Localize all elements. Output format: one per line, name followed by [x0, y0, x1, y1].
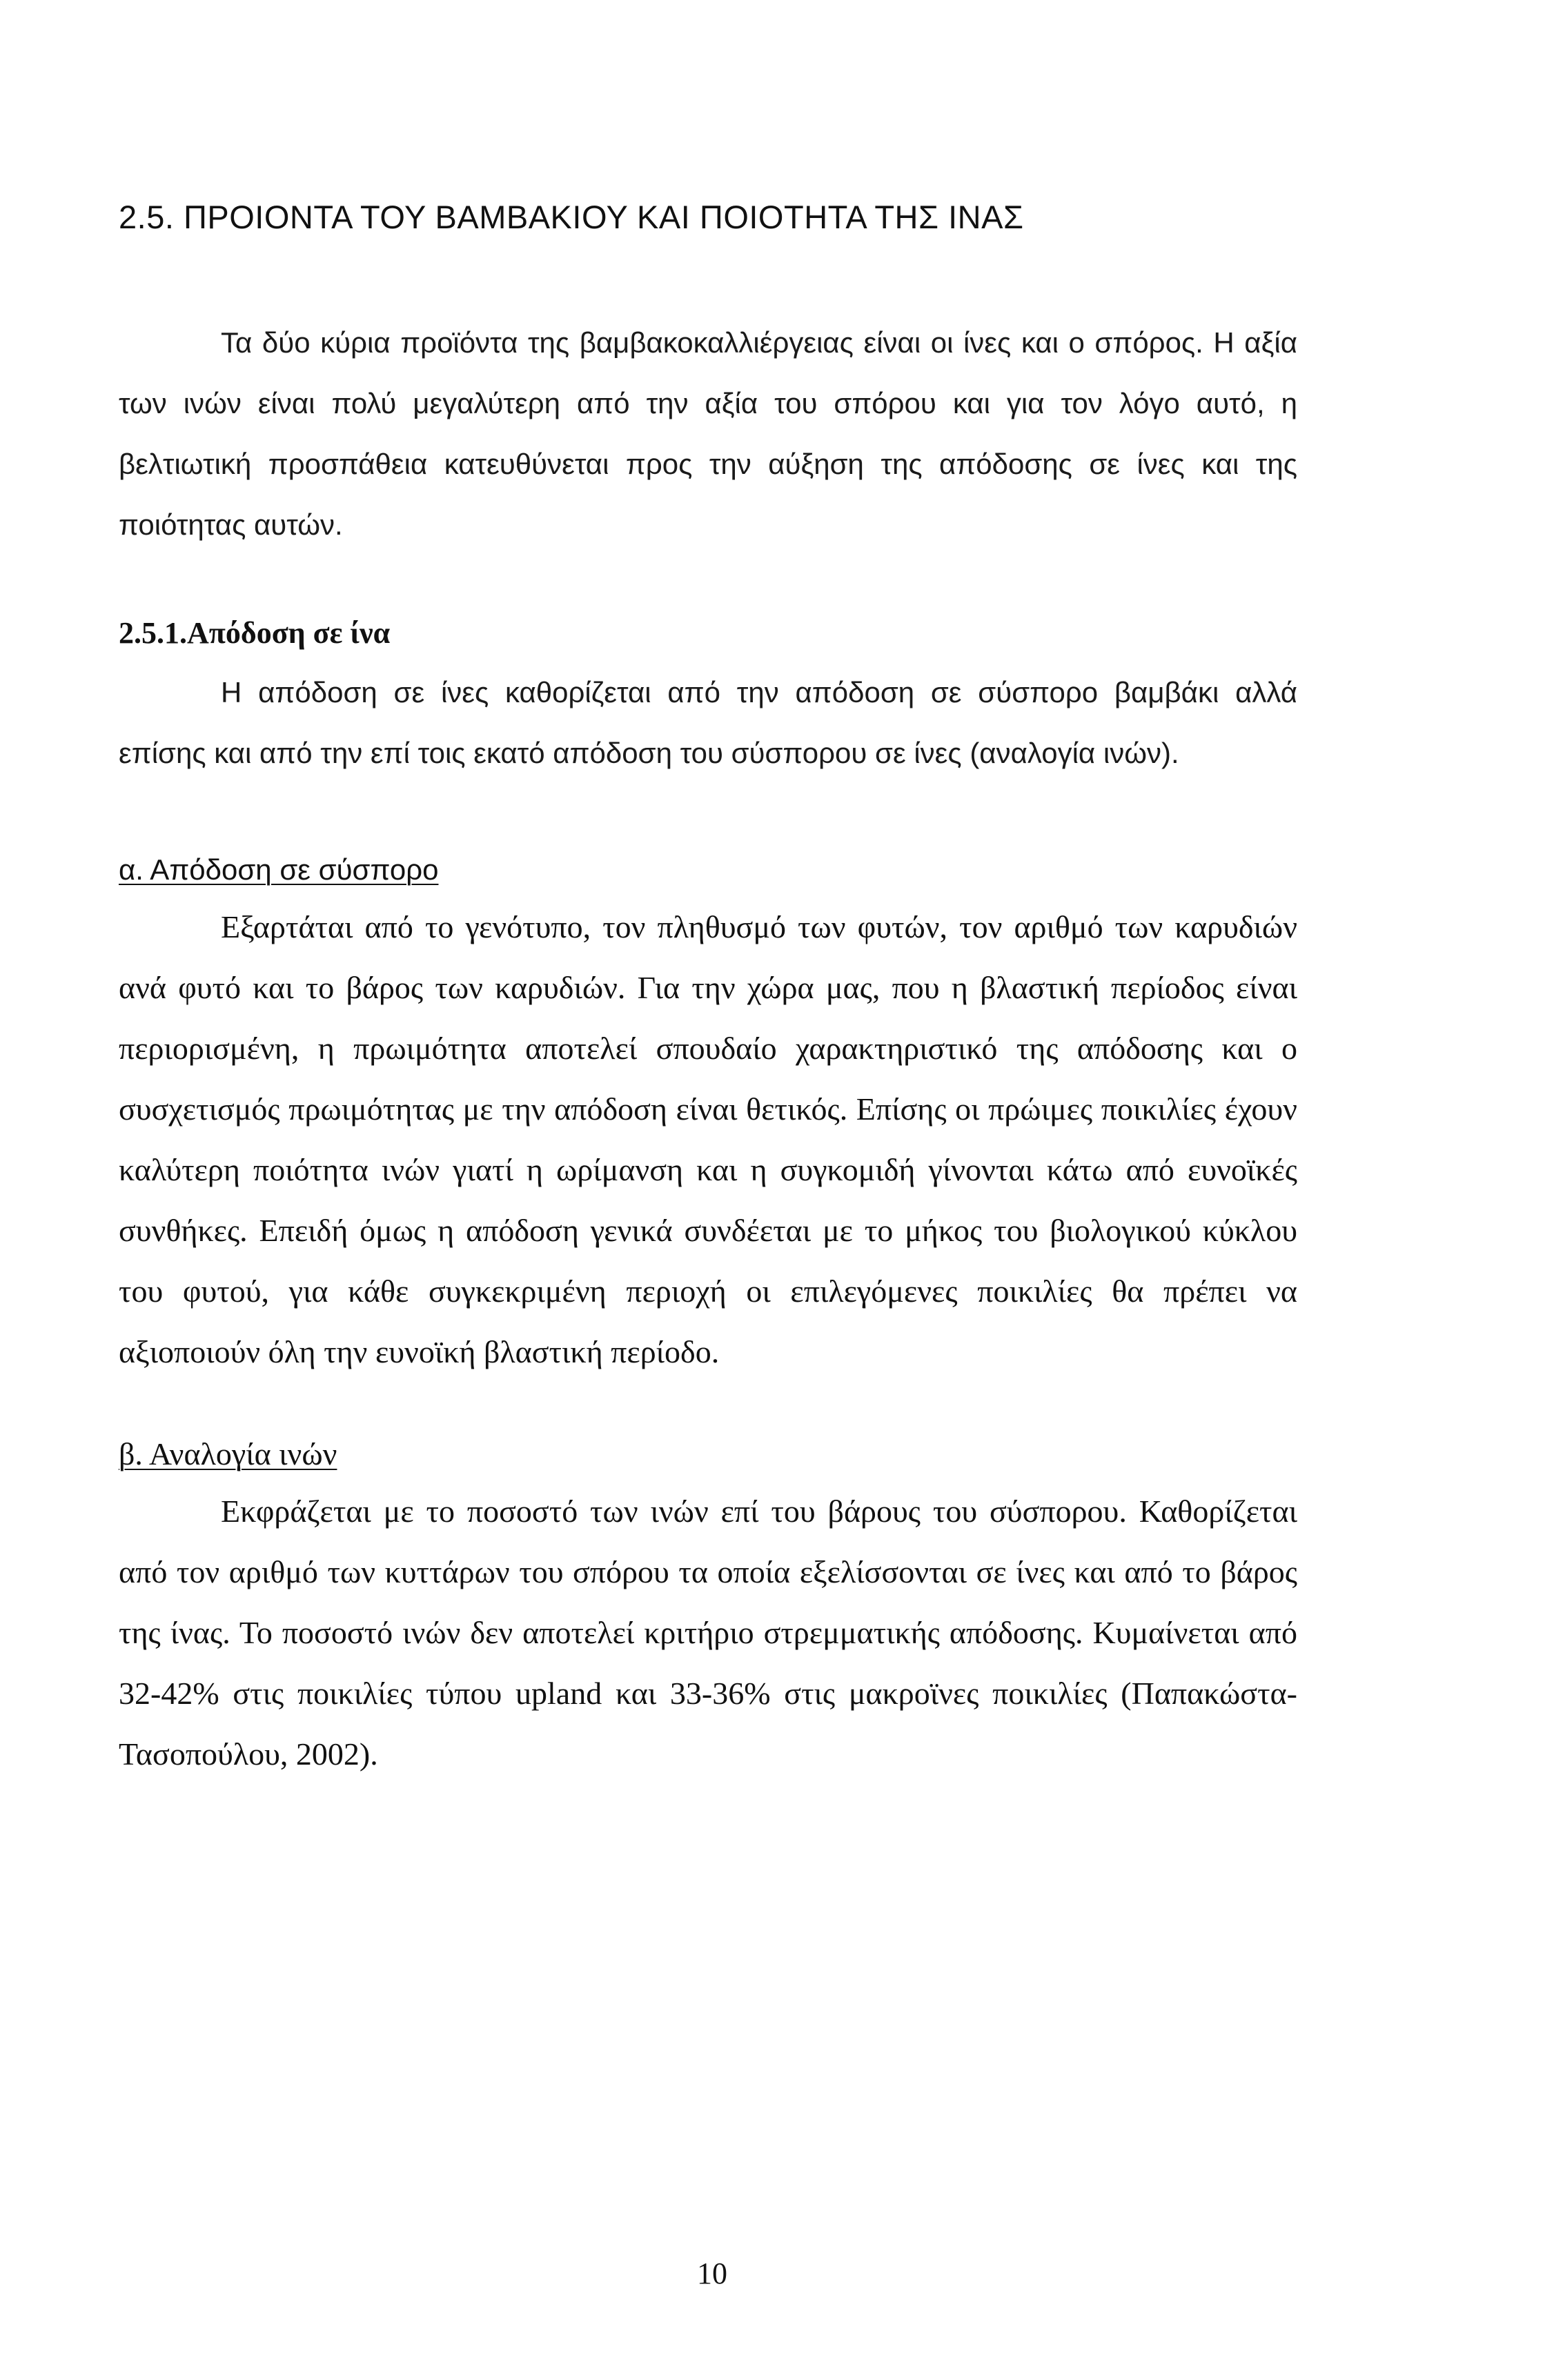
item-a-title: α. Απόδοση σε σύσπορο	[119, 853, 439, 886]
item-a-paragraph: Εξαρτάται από το γενότυπο, τον πληθυσμό των φυτών, τον αριθμό των καρυδιών ανά φυτό και το βάρος των καρυδιών. Για την χώρα μας, που η βλαστική περίοδος είναι περιορισμένη, η πρωιμότητα αποτελεί σπουδαίο χαρακτηριστικό της απόδοσης και ο συσχετισμός πρωιμότητας με την απόδοση είναι θετικός. Επίσης οι πρώιμες ποικιλίες έχουν καλύτερη ποιότητα ινών γιατί η ωρίμανση και η συγκομιδή γίνονται κάτω από ευνοϊκές συνθήκες. Επειδή όμως η απόδοση γενικά συνδέεται με το μήκος του βιολογικού κύκλου του φυτού, για κάθε συγκεκριμένη περιοχή οι επιλεγόμενες ποικιλίες θα πρέπει να αξιοποιούν όλη την ευνοϊκή βλαστική περίοδο.	[119, 909, 1297, 1369]
section-title: 2.5. ΠΡΟΙΟΝΤΑ ΤΟΥ ΒΑΜΒΑΚΙΟΥ ΚΑΙ ΠΟΙΟΤΗΤΑ ΤΗΣ ΙΝΑΣ	[119, 199, 1024, 235]
intro-paragraph: Τα δύο κύρια προϊόντα της βαμβακοκαλλιέργειας είναι οι ίνες και ο σπόρος. Η αξία των ινών είναι πολύ μεγαλύτερη από την αξία του σπόρου και για τον λόγο αυτό, η βελτιωτική προσπάθεια κατευθύνεται προς την αύξηση της απόδοσης σε ίνες και της ποιότητας αυτών.	[119, 326, 1297, 541]
item-b-title: β. Αναλογία ινών	[119, 1436, 337, 1471]
subsection-title: 2.5.1.Απόδοση σε ίνα	[119, 616, 391, 650]
subsection-paragraph: Η απόδοση σε ίνες καθορίζεται από την απόδοση σε σύσπορο βαμβάκι αλλά επίσης και από την επί τοις εκατό απόδοση του σύσπορου σε ίνες (αναλογία ινών).	[119, 676, 1297, 769]
page-number: 10	[697, 2257, 727, 2290]
item-b-paragraph: Εκφράζεται με το ποσοστό των ινών επί του βάρους του σύσπορου. Καθορίζεται από τον αριθμό των κυττάρων του σπόρου τα οποία εξελίσσονται σε ίνες και από το βάρος της ίνας. Το ποσοστό ινών δεν αποτελεί κριτήριο στρεμματικής απόδοσης. Κυμαίνεται από 32-42% στις ποικιλίες τύπου upland και 33-36% στις μακροϊνες ποικιλίες (Παπακώστα-Τασοπούλου, 2002).	[119, 1494, 1297, 1772]
